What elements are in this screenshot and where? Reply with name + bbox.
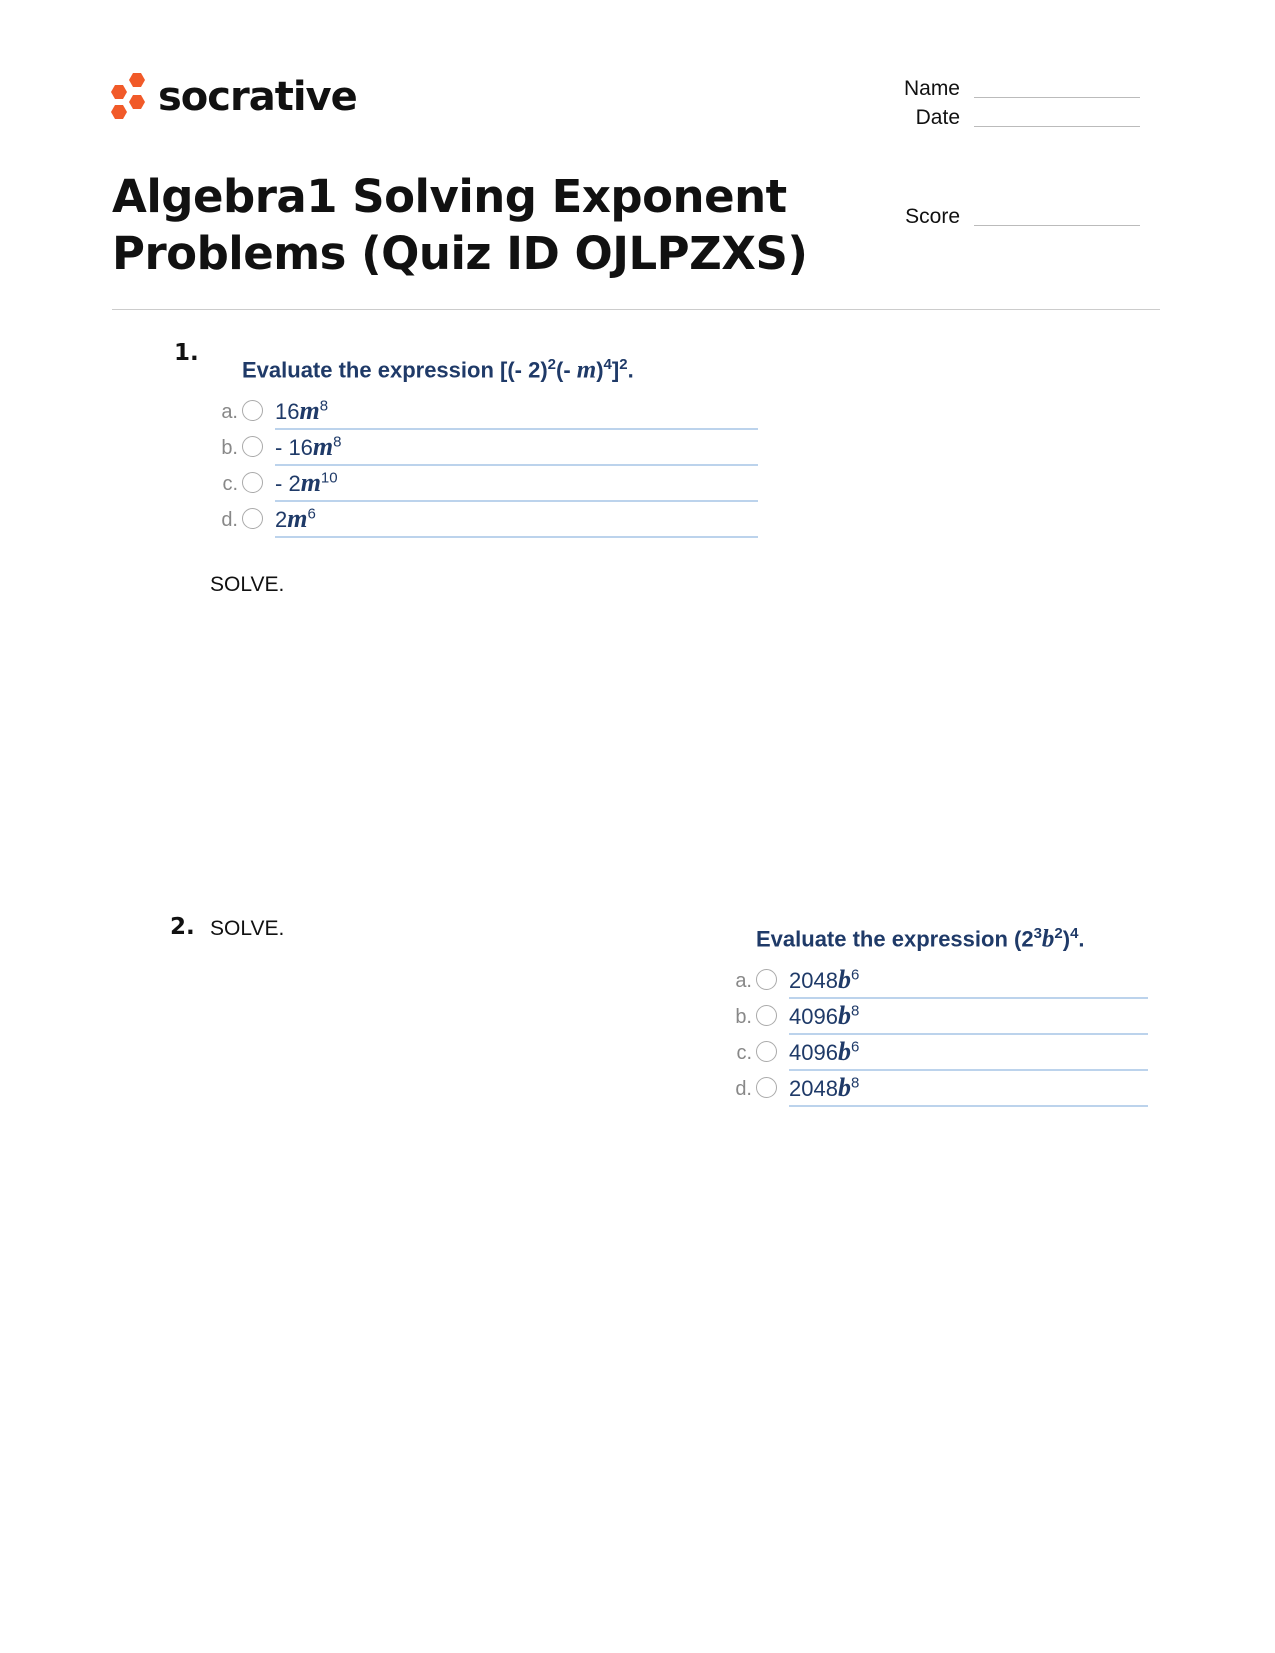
radio-button[interactable]: [242, 472, 263, 493]
solve-instruction: SOLVE.: [210, 917, 285, 940]
option-letter: b.: [735, 1006, 752, 1029]
radio-button[interactable]: [242, 436, 263, 457]
socrative-logo: [110, 72, 357, 122]
option-letter: b.: [221, 437, 238, 460]
option-letter: d.: [221, 509, 238, 532]
score-field[interactable]: [974, 225, 1140, 226]
hexagon-logo-icon: [110, 72, 150, 122]
option-c[interactable]: [212, 466, 758, 502]
option-a[interactable]: [726, 963, 1148, 999]
option-value: $2m^6$: [275, 504, 758, 538]
question-prompt: Evaluate the expression $(2^3b^2)^4$.: [756, 925, 1085, 953]
option-value: - $16m^8$: [275, 432, 758, 466]
title-line-2: Problems (Quiz ID OJLPZXS): [112, 227, 808, 280]
radio-button[interactable]: [756, 1077, 777, 1098]
name-field[interactable]: [974, 97, 1140, 98]
options-list: [212, 394, 758, 538]
question-number: 2.: [170, 914, 195, 940]
option-d[interactable]: [212, 502, 758, 538]
option-letter: c.: [222, 473, 238, 496]
options-list: [726, 963, 1148, 1107]
name-label: Name: [903, 77, 960, 100]
radio-button[interactable]: [756, 1005, 777, 1026]
question-1: [221, 356, 758, 538]
question-2: [735, 925, 1148, 1107]
date-label: Date: [915, 106, 960, 129]
option-d[interactable]: [726, 1071, 1148, 1107]
option-letter: a.: [221, 401, 238, 424]
title-line-1: Algebra1 Solving Exponent: [112, 170, 787, 223]
date-field[interactable]: [974, 126, 1140, 127]
solve-instruction: SOLVE.: [210, 573, 285, 596]
option-letter: a.: [735, 970, 752, 993]
question-number: 1.: [174, 340, 199, 366]
option-a[interactable]: [212, 394, 758, 430]
option-value: $2048b^6$: [789, 965, 1148, 999]
option-value: $16m^8$: [275, 396, 758, 430]
radio-button[interactable]: [756, 1041, 777, 1062]
question-prompt: Evaluate the expression [(- 2)$^2$(- m)$^4$]$^2$.: [242, 356, 634, 384]
option-b[interactable]: [212, 430, 758, 466]
option-value: $4096b^8$: [789, 1001, 1148, 1035]
divider: [112, 309, 1160, 310]
option-value: - $2m^{10}$: [275, 468, 758, 502]
option-b[interactable]: [726, 999, 1148, 1035]
option-c[interactable]: [726, 1035, 1148, 1071]
option-value: $2048b^8$: [789, 1073, 1148, 1107]
option-value: $4096b^6$: [789, 1037, 1148, 1071]
radio-button[interactable]: [242, 508, 263, 529]
radio-button[interactable]: [242, 400, 263, 421]
radio-button[interactable]: [756, 969, 777, 990]
option-letter: d.: [735, 1078, 752, 1101]
option-letter: c.: [736, 1042, 752, 1065]
score-label: Score: [905, 205, 960, 228]
brand-name: socrative: [158, 74, 357, 120]
page-title: [112, 168, 807, 282]
